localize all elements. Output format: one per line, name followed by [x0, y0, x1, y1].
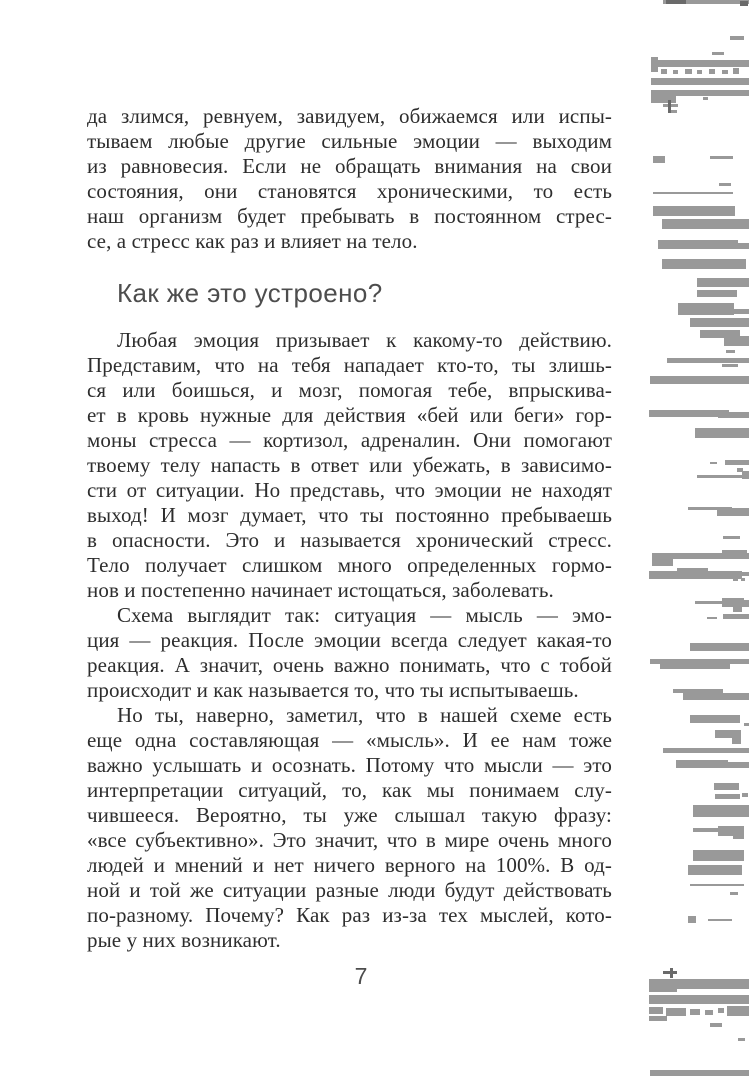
- text-line: по-разному. Почему? Как раз из-за тех мыслей, кото-: [87, 903, 612, 927]
- text-line: интерпретации ситуаций, то, как мы понимаем слу-: [87, 778, 612, 802]
- redacted-line: [693, 828, 720, 832]
- text-line: состояния, они становятся хроническими, то есть: [87, 179, 612, 203]
- redacted-line: [740, 572, 749, 576]
- section-heading: Как же это устроено?: [117, 278, 383, 308]
- text-line: происходит и как называется то, что ты испытываешь.: [87, 678, 579, 702]
- redacted-line: [677, 568, 708, 572]
- paragraph: [87, 703, 612, 953]
- redacted-line: [733, 607, 742, 612]
- text-line: Любая эмоция призывает к какому-то действию.: [117, 328, 612, 352]
- redacted-line: [653, 206, 735, 216]
- redacted-line: [719, 183, 731, 186]
- redacted-line: [700, 243, 749, 249]
- text-line: Схема выглядит так: ситуация — мысль — эмо-: [117, 603, 612, 627]
- redacted-line: [690, 884, 744, 886]
- redacted-line: [662, 219, 749, 229]
- text-line: выход! И мозг думает, что ты постоянно пребываешь: [87, 503, 612, 527]
- redacted-line: [715, 794, 740, 799]
- redacted-line: [717, 508, 749, 516]
- text-line: людей и мнений и нет ничего верного на 100%. В од-: [87, 853, 612, 877]
- redacted-line: [722, 364, 738, 367]
- redacted-line: [662, 259, 746, 269]
- text-line: Тело получает слишком много определенных гормо-: [87, 553, 612, 577]
- redacted-line: [732, 738, 741, 744]
- text-line: наш организм будет пребывать в постоянном стрес-: [87, 204, 612, 228]
- redacted-line: [730, 892, 738, 895]
- redacted-line: [709, 69, 715, 74]
- redacted-line: [725, 460, 749, 465]
- redacted-line: [718, 412, 749, 418]
- redacted-line: [651, 90, 676, 103]
- redacted-line: [690, 1009, 700, 1015]
- redacted-line: [733, 68, 739, 74]
- redacted-line: [722, 550, 747, 558]
- redacted-line: [649, 571, 742, 579]
- redacted-line: [649, 995, 749, 1004]
- page-number: 7: [354, 963, 368, 989]
- redacted-line: [688, 916, 696, 923]
- redacted-line: [728, 762, 749, 768]
- redacted-line: [650, 376, 749, 384]
- redacted-line: [651, 60, 749, 67]
- redacted-line: [666, 1008, 686, 1016]
- text-line: реакция. А значит, очень важно понимать, что с тобой: [87, 653, 612, 677]
- paragraph: [87, 328, 612, 603]
- redacted-line: [742, 793, 748, 797]
- redacted-line: [697, 70, 702, 74]
- redacted-line: [651, 78, 749, 85]
- redacted-line: [733, 578, 738, 581]
- redacted-line: [695, 601, 722, 604]
- redacted-line: [663, 748, 749, 753]
- redacted-line: [667, 358, 749, 363]
- redacted-line: [652, 558, 673, 566]
- paragraph-group-top: [87, 104, 612, 254]
- redacted-line: [697, 290, 737, 297]
- redacted-line: [653, 156, 665, 163]
- text-line: нов и постепенно начинает истощаться, заболевать.: [87, 578, 554, 602]
- redacted-line: [693, 805, 749, 817]
- text-line: ция — реакция. После эмоции всегда следует какая-то: [87, 628, 612, 652]
- redacted-line: [738, 1038, 745, 1041]
- text-line: чившееся. Вероятно, ты уже слышал такую фразу:: [87, 803, 612, 827]
- redacted-line: [683, 693, 749, 700]
- redacted-line: [708, 919, 732, 921]
- redacted-line: [710, 156, 733, 159]
- redacted-line: [676, 760, 728, 768]
- redacted-line: [722, 70, 728, 74]
- redacted-line: [695, 428, 749, 438]
- text-line: моны стресса — кортизол, адреналин. Они помогают: [87, 428, 612, 452]
- redacted-line: [710, 1023, 722, 1027]
- text-line: твоему телу напасть в ответ или убежать, в зависимо-: [87, 453, 612, 477]
- redacted-line: [714, 783, 739, 790]
- redacted-line: [688, 865, 742, 875]
- redacted-line: [649, 1016, 667, 1021]
- text-line: тываем любые другие сильные эмоции — выходим: [87, 129, 612, 153]
- redacted-line: [697, 278, 749, 287]
- text-line: в опасности. Это и называется хронический стресс.: [87, 528, 612, 552]
- redacted-line: [685, 69, 692, 74]
- redacted-line: [744, 600, 749, 607]
- text-line: из равновесия. Если не обращать внимания на свои: [87, 154, 612, 178]
- text-line: рые у них возникают.: [87, 928, 281, 952]
- redacted-line: [712, 52, 724, 55]
- redacted-line: [715, 730, 741, 738]
- redacted-line: [705, 1010, 713, 1015]
- text-line: Но ты, наверно, заметил, что в нашей схеме есть: [117, 703, 612, 727]
- redacted-line: [741, 578, 745, 581]
- redacted-line: [724, 336, 749, 346]
- redacted-line: [700, 309, 749, 314]
- redacted-line: [726, 350, 735, 353]
- text-column: [87, 104, 612, 953]
- text-line: еще одна составляющая — «мысль». И ее нам тоже: [87, 728, 612, 752]
- paragraph-group-main: [87, 328, 612, 953]
- text-line: се, а стресс как раз и влияет на тело.: [87, 229, 418, 253]
- text-line: сти от ситуации. Но представь, что эмоции не находят: [87, 478, 612, 502]
- redacted-line: [703, 97, 708, 100]
- redacted-line: [744, 723, 749, 726]
- redacted-line: [673, 70, 678, 74]
- redacted-line: [690, 643, 749, 651]
- redacted-line: [649, 979, 677, 992]
- paragraph: [87, 104, 612, 254]
- redacted-line: [671, 110, 677, 113]
- text-line: ся или боишься, и мозг, помогая тебе, впрыскива-: [87, 378, 612, 402]
- text-line: ной и той же ситуации разные люди будут действовать: [87, 878, 612, 902]
- redacted-line: [727, 1006, 749, 1016]
- redacted-line: [733, 836, 744, 839]
- redacted-line: [690, 318, 749, 327]
- text-line: ет в кровь нужные для действия «бей или беги» гор-: [87, 403, 612, 427]
- redacted-line: [718, 1008, 724, 1013]
- redacted-line: [676, 90, 749, 96]
- redacted-line: [742, 471, 749, 479]
- redacted-line: [670, 968, 673, 978]
- redacted-line: [723, 536, 740, 539]
- text-line: важно услышать и осознать. Потому что мысли — это: [87, 753, 612, 777]
- redacted-line: [661, 69, 667, 74]
- redacted-line: [710, 462, 717, 464]
- redacted-line: [730, 36, 744, 40]
- redacted-line: [707, 617, 717, 619]
- redacted-line: [649, 410, 729, 417]
- text-line: Представим, что на тебя нападает кто-то, ты злишь-: [87, 353, 612, 377]
- redacted-line: [650, 1070, 749, 1076]
- paragraph: [87, 603, 612, 703]
- redacted-line: [660, 664, 730, 669]
- redacted-line: [722, 598, 744, 607]
- text-line: да злимся, ревнуем, завидуем, обижаемся или испы-: [87, 104, 612, 128]
- redacted-line: [666, 0, 686, 4]
- redacted-line: [740, 1, 748, 6]
- redacted-line: [723, 614, 749, 619]
- redacted-line: [718, 826, 744, 836]
- text-line: «все субъективно». Это значит, что в мире очень много: [87, 828, 612, 852]
- redacted-line: [649, 1007, 663, 1014]
- redacted-line: [653, 192, 733, 194]
- redacted-line: [690, 715, 740, 723]
- redacted-line: [693, 850, 744, 861]
